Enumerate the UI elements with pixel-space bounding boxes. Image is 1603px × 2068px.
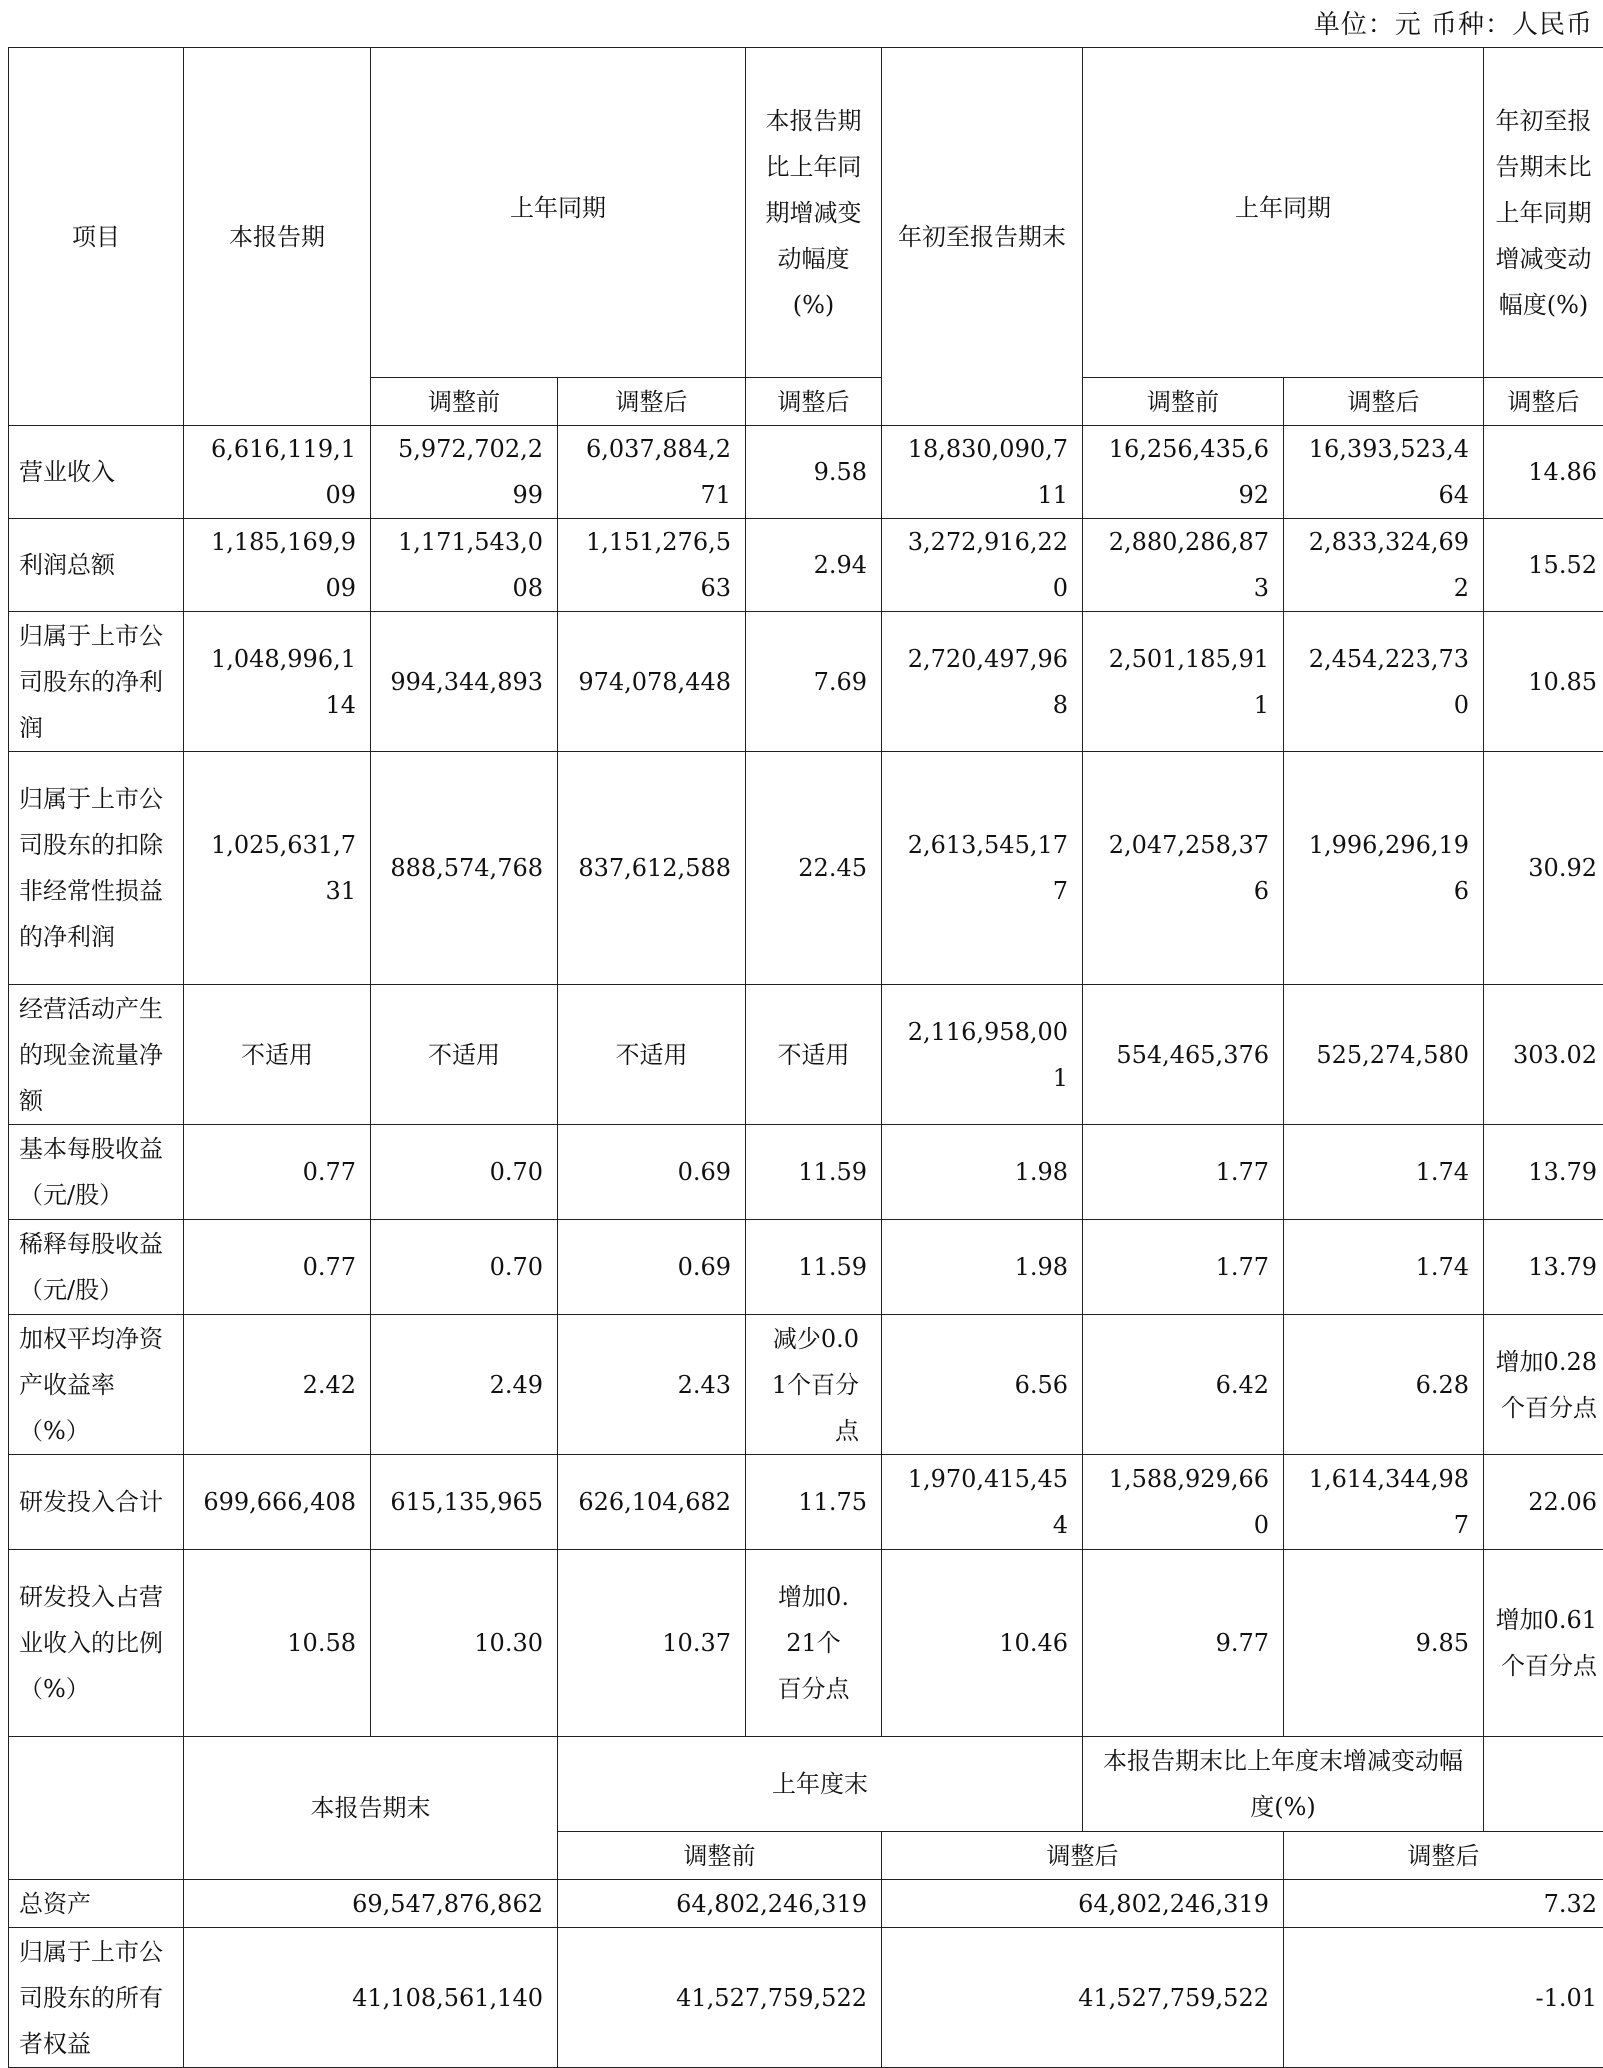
row-label: 研发投入合计 [9, 1455, 184, 1550]
row-label: 基本每股收益（元/股） [9, 1125, 184, 1220]
balance-header-change: 本报告期末比上年度末增减变动幅度(%) [1083, 1737, 1484, 1832]
cell-after: 64,802,246,319 [882, 1880, 1284, 1928]
cell-ytd-after: 2,454,223,730 [1284, 612, 1484, 752]
cell-ytd-change: 30.92 [1484, 752, 1603, 985]
table-row [9, 1550, 1603, 1737]
cell-ytd-before: 16,256,435,692 [1083, 426, 1284, 519]
cell-ytd-before: 1,588,929,660 [1083, 1455, 1284, 1550]
cell-ytd: 1,970,415,454 [882, 1455, 1083, 1550]
cell-prior-before: 888,574,768 [371, 752, 558, 985]
cell-change: 减少0.01个百分点 [746, 1315, 882, 1455]
header-current-period: 本报告期 [184, 48, 371, 426]
header-prior-after: 调整后 [558, 378, 746, 426]
cell-change: -1.01 [1284, 1928, 1603, 2068]
cell-prior-after: 6,037,884,271 [558, 426, 746, 519]
table-row [9, 752, 1603, 985]
table-row [9, 1928, 1603, 2068]
row-label: 营业收入 [9, 426, 184, 519]
cell-current: 1,025,631,731 [184, 752, 371, 985]
cell-ytd: 1.98 [882, 1220, 1083, 1315]
cell-ytd-after: 16,393,523,464 [1284, 426, 1484, 519]
header-ytd-after: 调整后 [1284, 378, 1484, 426]
header-item: 项目 [9, 48, 184, 426]
row-label: 归属于上市公司股东的净利润 [9, 612, 184, 752]
cell-ytd-after: 1.74 [1284, 1125, 1484, 1220]
cell-prior-after: 1,151,276,563 [558, 519, 746, 612]
cell-ytd-before: 1.77 [1083, 1125, 1284, 1220]
table-row [9, 1220, 1603, 1315]
balance-header-period-end: 本报告期末 [184, 1737, 558, 1880]
balance-header-blank [9, 1737, 184, 1880]
row-label: 归属于上市公司股东的所有者权益 [9, 1928, 184, 2068]
unit-currency-note: 单位：元 币种：人民币 [1314, 4, 1593, 41]
row-label: 加权平均净资产收益率（%） [9, 1315, 184, 1455]
cell-before: 41,527,759,522 [558, 1928, 882, 2068]
cell-current: 1,185,169,909 [184, 519, 371, 612]
cell-current: 6,616,119,109 [184, 426, 371, 519]
row-label: 总资产 [9, 1880, 184, 1928]
cell-change: 增加0.21个百分点 [746, 1550, 882, 1737]
cell-ytd: 2,116,958,001 [882, 985, 1083, 1125]
cell-ytd-change: 13.79 [1484, 1125, 1603, 1220]
cell-ytd-after: 1,996,296,196 [1284, 752, 1484, 985]
cell-ytd-change: 22.06 [1484, 1455, 1603, 1550]
balance-header-prior-year-end: 上年度末 [558, 1737, 1083, 1832]
row-label: 研发投入占营业收入的比例（%） [9, 1550, 184, 1737]
cell-ytd-after: 6.28 [1284, 1315, 1484, 1455]
row-label: 稀释每股收益（元/股） [9, 1220, 184, 1315]
cell-ytd-change: 303.02 [1484, 985, 1603, 1125]
cell-prior-after: 837,612,588 [558, 752, 746, 985]
balance-header-after: 调整后 [882, 1832, 1284, 1880]
table-row [9, 1880, 1603, 1928]
table-row [9, 1315, 1603, 1455]
cell-ytd-before: 1.77 [1083, 1220, 1284, 1315]
cell-after: 41,527,759,522 [882, 1928, 1284, 2068]
cell-ytd-before: 2,047,258,376 [1083, 752, 1284, 985]
cell-prior-after: 626,104,682 [558, 1455, 746, 1550]
cell-prior-after: 2.43 [558, 1315, 746, 1455]
cell-ytd: 18,830,090,711 [882, 426, 1083, 519]
header-period-change: 本报告期比上年同期增减变动幅度(%) [746, 48, 882, 378]
row-label: 利润总额 [9, 519, 184, 612]
cell-ytd-change: 14.86 [1484, 426, 1603, 519]
cell-ytd-change: 13.79 [1484, 1220, 1603, 1315]
cell-prior-before: 994,344,893 [371, 612, 558, 752]
table-row [9, 985, 1603, 1125]
balance-header-before: 调整前 [558, 1832, 882, 1880]
cell-change: 9.58 [746, 426, 882, 519]
header-ytd-prior: 上年同期 [1083, 48, 1484, 378]
cell-change: 7.32 [1284, 1880, 1603, 1928]
cell-current: 2.42 [184, 1315, 371, 1455]
table-row [9, 1455, 1603, 1550]
cell-ytd: 2,613,545,177 [882, 752, 1083, 985]
header-ytd-change: 年初至报告期末比上年同期增减变动幅度(%) [1484, 48, 1603, 378]
cell-change: 11.59 [746, 1220, 882, 1315]
cell-prior-before: 10.30 [371, 1550, 558, 1737]
cell-ytd-change: 增加0.61个百分点 [1484, 1550, 1603, 1737]
cell-ytd: 2,720,497,968 [882, 612, 1083, 752]
cell-ytd: 1.98 [882, 1125, 1083, 1220]
cell-prior-after: 10.37 [558, 1550, 746, 1737]
row-label: 经营活动产生的现金流量净额 [9, 985, 184, 1125]
cell-ytd-after: 9.85 [1284, 1550, 1484, 1737]
balance-header-change-after: 调整后 [1284, 1832, 1603, 1880]
cell-period-end: 69,547,876,862 [184, 1880, 558, 1928]
cell-change: 不适用 [746, 985, 882, 1125]
cell-change: 2.94 [746, 519, 882, 612]
cell-current: 1,048,996,114 [184, 612, 371, 752]
cell-current: 0.77 [184, 1125, 371, 1220]
header-change-after: 调整后 [746, 378, 882, 426]
cell-ytd-after: 525,274,580 [1284, 985, 1484, 1125]
cell-ytd-change: 15.52 [1484, 519, 1603, 612]
cell-before: 64,802,246,319 [558, 1880, 882, 1928]
header-ytd-before: 调整前 [1083, 378, 1284, 426]
cell-prior-before: 0.70 [371, 1125, 558, 1220]
cell-prior-after: 0.69 [558, 1220, 746, 1315]
cell-current: 699,666,408 [184, 1455, 371, 1550]
cell-prior-before: 615,135,965 [371, 1455, 558, 1550]
cell-prior-before: 2.49 [371, 1315, 558, 1455]
cell-ytd-before: 2,501,185,911 [1083, 612, 1284, 752]
header-prior-before: 调整前 [371, 378, 558, 426]
cell-ytd-before: 9.77 [1083, 1550, 1284, 1737]
cell-ytd: 3,272,916,220 [882, 519, 1083, 612]
cell-change: 7.69 [746, 612, 882, 752]
header-prior-period: 上年同期 [371, 48, 746, 378]
cell-ytd: 10.46 [882, 1550, 1083, 1737]
cell-prior-before: 不适用 [371, 985, 558, 1125]
cell-change: 22.45 [746, 752, 882, 985]
row-label: 归属于上市公司股东的扣除非经常性损益的净利润 [9, 752, 184, 985]
cell-ytd: 6.56 [882, 1315, 1083, 1455]
cell-prior-before: 5,972,702,299 [371, 426, 558, 519]
cell-current: 0.77 [184, 1220, 371, 1315]
cell-change: 11.75 [746, 1455, 882, 1550]
cell-change: 11.59 [746, 1125, 882, 1220]
table-row [9, 519, 1603, 612]
cell-current: 10.58 [184, 1550, 371, 1737]
financial-data-table [8, 47, 1603, 2068]
cell-ytd-change: 10.85 [1484, 612, 1603, 752]
cell-ytd-after: 2,833,324,692 [1284, 519, 1484, 612]
cell-ytd-after: 1.74 [1284, 1220, 1484, 1315]
cell-ytd-change: 增加0.28个百分点 [1484, 1315, 1603, 1455]
cell-ytd-before: 6.42 [1083, 1315, 1284, 1455]
cell-prior-after: 0.69 [558, 1125, 746, 1220]
cell-ytd-after: 1,614,344,987 [1284, 1455, 1484, 1550]
table-row [9, 1125, 1603, 1220]
table-row [9, 612, 1603, 752]
cell-prior-after: 974,078,448 [558, 612, 746, 752]
cell-ytd-before: 554,465,376 [1083, 985, 1284, 1125]
cell-period-end: 41,108,561,140 [184, 1928, 558, 2068]
cell-ytd-before: 2,880,286,873 [1083, 519, 1284, 612]
cell-current: 不适用 [184, 985, 371, 1125]
header-ytd-change-after: 调整后 [1484, 378, 1603, 426]
cell-prior-before: 1,171,543,008 [371, 519, 558, 612]
cell-prior-before: 0.70 [371, 1220, 558, 1315]
table-row [9, 426, 1603, 519]
header-ytd: 年初至报告期末 [882, 48, 1083, 426]
cell-prior-after: 不适用 [558, 985, 746, 1125]
